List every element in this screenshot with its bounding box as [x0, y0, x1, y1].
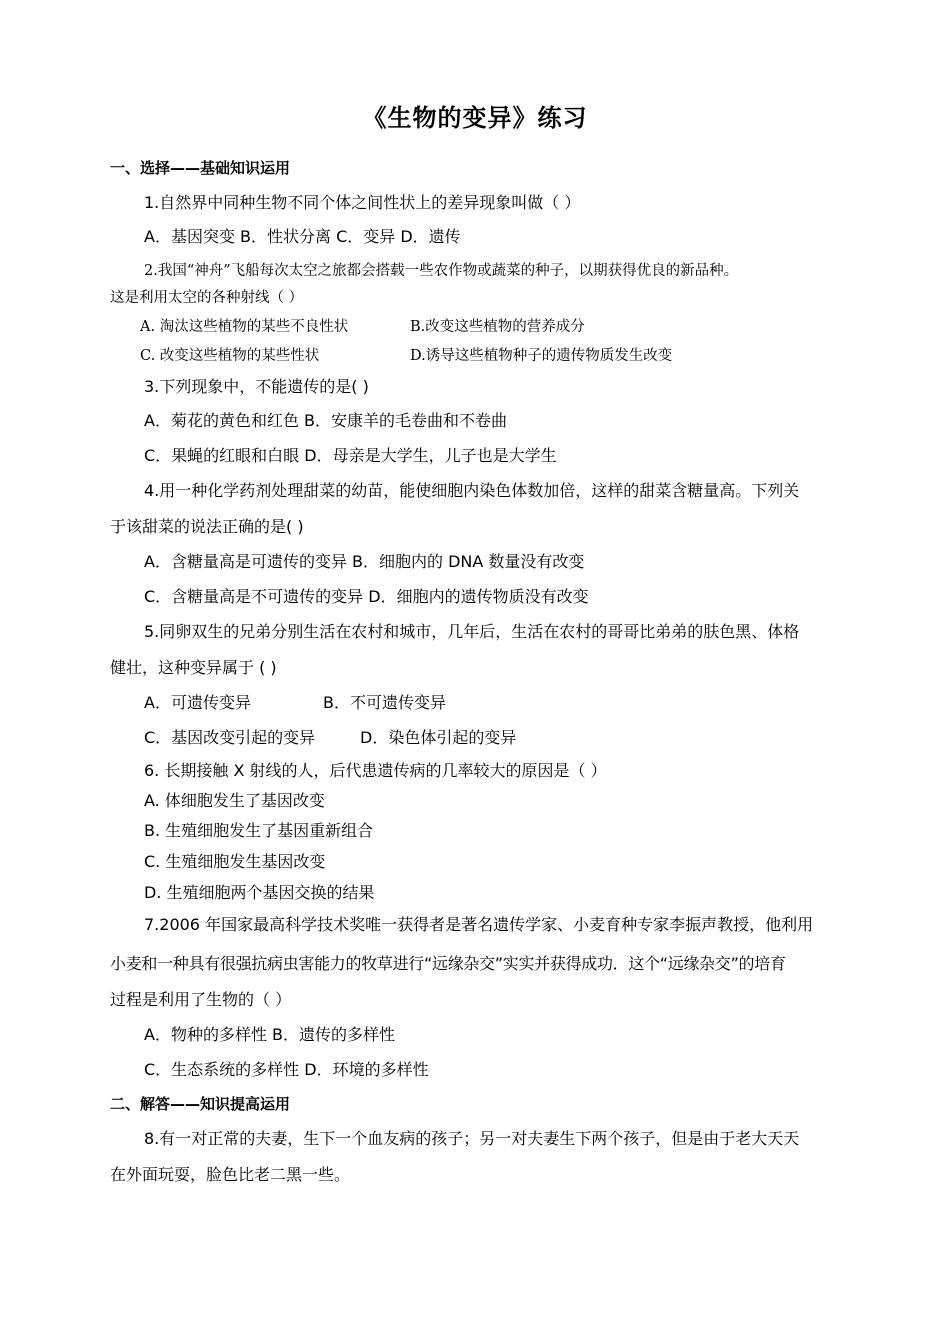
- question-4-options-line2: C．含糖量高是不可遗传的变异 D．细胞内的遗传物质没有改变: [144, 587, 589, 606]
- question-7-stem-line2: 小麦和一种具有很强抗病虫害能力的牧草进行“远缘杂交”实实并获得成功．这个“远缘杂交”的培育: [110, 954, 786, 973]
- question-4-options-line1: A．含糖量高是可遗传的变异 B．细胞内的 DNA 数量没有改变: [144, 552, 585, 571]
- question-5-option-d: D．染色体引起的变异: [360, 728, 517, 747]
- question-4-stem-line2: 于该甜菜的说法正确的是( ): [110, 517, 304, 536]
- question-6-stem: 6. 长期接触 X 射线的人，后代患遗传病的几率较大的原因是（ ）: [144, 761, 607, 780]
- question-6-option-d: D. 生殖细胞两个基因交换的结果: [144, 883, 375, 902]
- question-2-option-a: A. 淘汰这些植物的某些不良性状: [140, 319, 349, 335]
- page-title: 《生物的变异》练习: [362, 104, 588, 132]
- question-3-options-line1: A．菊花的黄色和红色 B．安康羊的毛卷曲和不卷曲: [144, 411, 508, 430]
- question-5-stem-line2: 健壮，这种变异属于 ( ): [110, 658, 277, 677]
- question-7-stem-line1: 7.2006 年国家最高科学技术奖唯一获得者是著名遗传学家、小麦育种专家李振声教授，他利用: [144, 915, 814, 934]
- question-7-stem-line3: 过程是利用了生物的（ ）: [110, 990, 292, 1009]
- question-4-stem-line1: 4.用一种化学药剂处理甜菜的幼苗，能使细胞内染色体数加倍，这样的甜菜含糖量高。下列关: [144, 481, 800, 500]
- question-8-stem-line2: 在外面玩耍，脸色比老二黑一些。: [110, 1165, 351, 1184]
- question-3-stem: 3.下列现象中，不能遗传的是( ): [144, 377, 369, 396]
- question-6-option-c: C. 生殖细胞发生基因改变: [144, 852, 326, 871]
- question-5-option-b: B．不可遗传变异: [323, 693, 446, 712]
- question-2-stem-line2: 这是利用太空的各种射线（ ）: [110, 290, 304, 306]
- question-5-stem-line1: 5.同卵双生的兄弟分别生活在农村和城市，几年后，生活在农村的哥哥比弟弟的肤色黑、体格: [144, 622, 800, 641]
- question-6-option-b: B. 生殖细胞发生了基因重新组合: [144, 821, 374, 840]
- question-5-option-c: C．基因改变引起的变异: [144, 728, 316, 747]
- question-7-options-line2: C．生态系统的多样性 D．环境的多样性: [144, 1060, 429, 1079]
- question-5-option-a: A．可遗传变异: [144, 693, 251, 712]
- question-6-option-a: A. 体细胞发生了基因改变: [144, 791, 325, 810]
- question-2-option-c: C. 改变这些植物的某些性状: [140, 348, 320, 364]
- question-2-option-d: D.诱导这些植物种子的遗传物质发生改变: [410, 348, 673, 364]
- question-2-stem-line1: 2.我国“神舟”飞船每次太空之旅都会搭载一些农作物或蔬菜的种子，以期获得优良的新品种。: [144, 263, 739, 279]
- question-8-stem-line1: 8.有一对正常的夫妻，生下一个血友病的孩子；另一对夫妻生下两个孩子，但是由于老大天天: [144, 1129, 800, 1148]
- question-3-options-line2: C．果蝇的红眼和白眼 D．母亲是大学生，儿子也是大学生: [144, 446, 557, 465]
- question-7-options-line1: A．物种的多样性 B．遗传的多样性: [144, 1025, 396, 1044]
- section-heading-answer: 二、解答——知识提高运用: [110, 1095, 291, 1113]
- question-1-options: A．基因突变 B．性状分离 C．变异 D．遗传: [144, 227, 461, 246]
- question-2-option-b: B.改变这些植物的营养成分: [410, 319, 585, 335]
- question-1-stem: 1.自然界中同种生物不同个体之间性状上的差异现象叫做（ ）: [144, 193, 581, 212]
- section-heading-choice: 一、选择——基础知识运用: [110, 159, 291, 177]
